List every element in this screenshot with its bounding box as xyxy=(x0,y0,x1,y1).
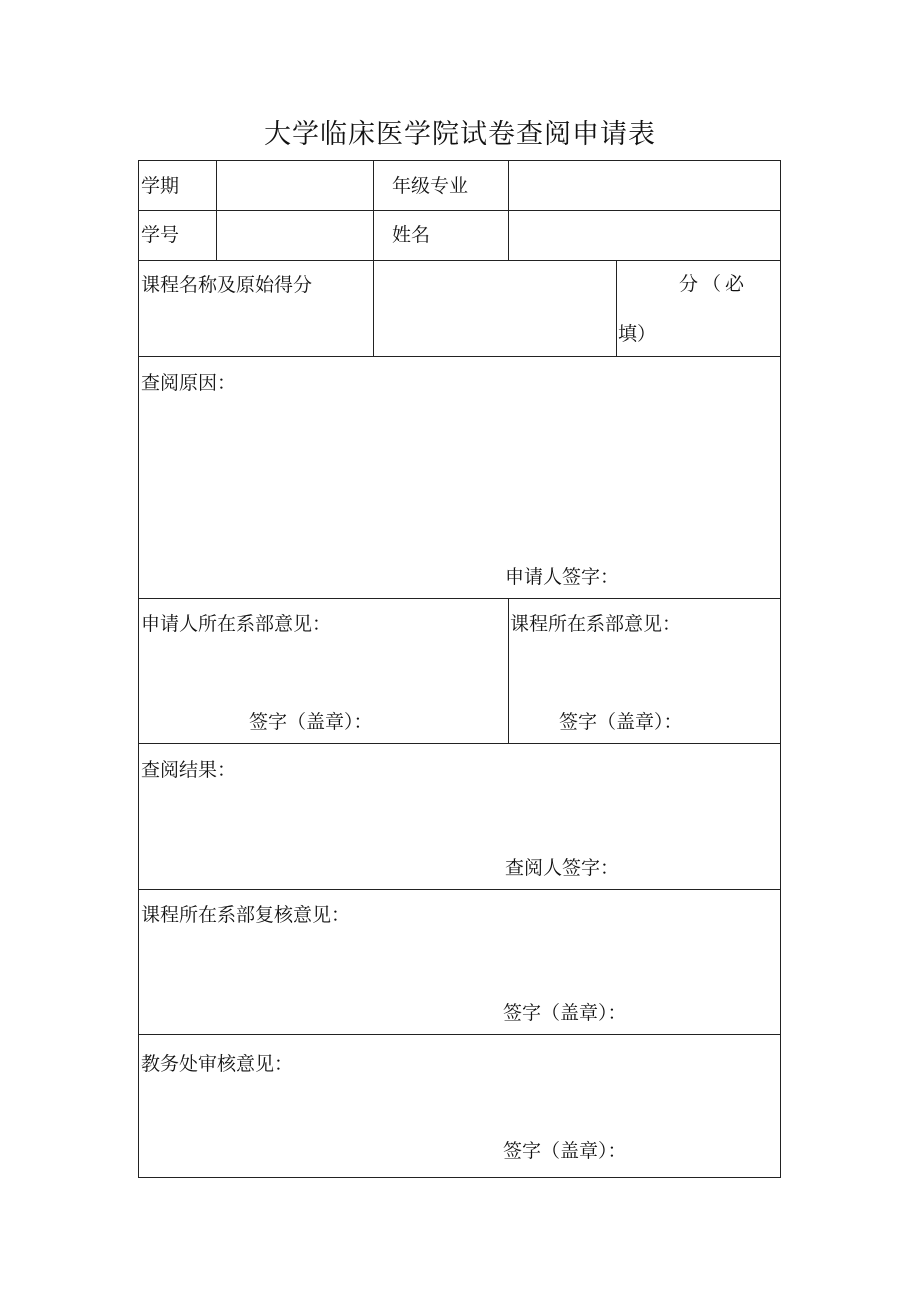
row-divider xyxy=(139,356,780,357)
result-label: 查阅结果： xyxy=(141,759,237,781)
applicant-dept-signature-label: 签字（盖章）： xyxy=(249,711,373,733)
academic-affairs-opinion-label: 教务处审核意见： xyxy=(141,1053,294,1075)
course-dept-opinion-label: 课程所在系部意见： xyxy=(510,613,682,635)
review-opinion-label: 课程所在系部复核意见： xyxy=(141,904,351,926)
course-score-label: 课程名称及原始得分 xyxy=(141,274,313,296)
applicant-signature-label: 申请人签字： xyxy=(505,566,620,588)
grade-major-label: 年级专业 xyxy=(392,175,469,197)
applicant-dept-opinion-label: 申请人所在系部意见： xyxy=(141,613,332,635)
grade-major-field[interactable] xyxy=(511,173,776,199)
score-suffix-line1: 分（必 xyxy=(679,273,749,295)
reason-field[interactable] xyxy=(141,401,771,551)
term-label: 学期 xyxy=(141,175,180,197)
result-field[interactable] xyxy=(141,786,771,846)
application-form-table xyxy=(138,160,781,1178)
academic-affairs-field[interactable] xyxy=(141,1081,771,1131)
row-divider xyxy=(139,210,780,211)
course-dept-signature-label: 签字（盖章）： xyxy=(559,711,683,733)
row-divider xyxy=(139,1034,780,1035)
score-suffix-line2: 填） xyxy=(618,323,657,345)
column-divider xyxy=(373,161,374,356)
column-divider xyxy=(216,161,217,260)
academic-affairs-signature-label: 签字（盖章）： xyxy=(503,1140,627,1162)
column-divider xyxy=(508,598,509,743)
row-divider xyxy=(139,260,780,261)
course-score-field[interactable] xyxy=(376,272,612,298)
column-divider xyxy=(616,260,617,356)
review-field[interactable] xyxy=(141,931,771,991)
term-field[interactable] xyxy=(219,173,369,199)
row-divider xyxy=(139,889,780,890)
reviewer-signature-label: 查阅人签字： xyxy=(505,857,620,879)
name-field[interactable] xyxy=(511,222,776,248)
column-divider xyxy=(508,161,509,260)
reason-label: 查阅原因： xyxy=(141,372,237,394)
student-id-field[interactable] xyxy=(219,222,369,248)
student-id-label: 学号 xyxy=(141,224,180,246)
form-title: 大学临床医学院试卷查阅申请表 xyxy=(264,119,656,150)
name-label: 姓名 xyxy=(392,224,431,246)
row-divider xyxy=(139,743,780,744)
review-signature-label: 签字（盖章）： xyxy=(503,1002,627,1024)
row-divider xyxy=(139,598,780,599)
